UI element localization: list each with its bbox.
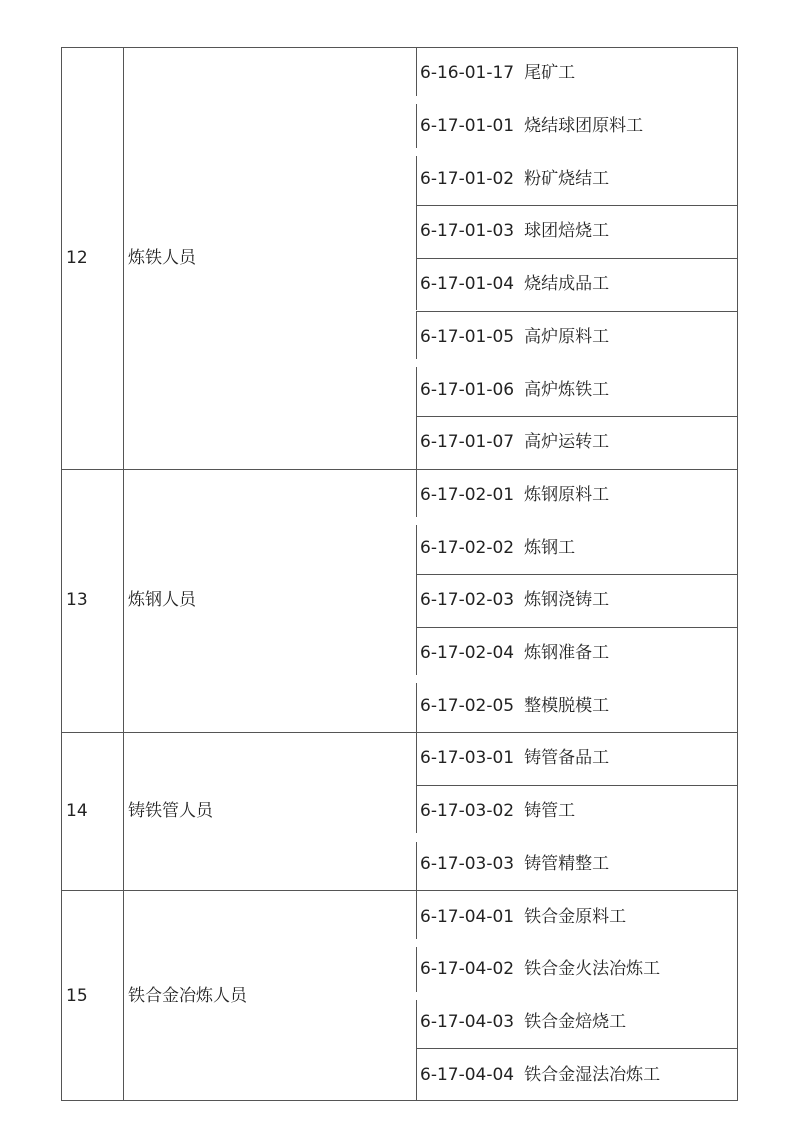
job-column-border (416, 205, 417, 258)
job-code: 6-17-04-04 (420, 1064, 515, 1085)
job-title: 高炉原料工 (524, 326, 610, 347)
job-row (420, 485, 609, 505)
job-row (420, 590, 609, 610)
job-title: 铁合金焙烧工 (524, 1011, 627, 1032)
job-box-divider (416, 574, 738, 575)
job-column-border (416, 890, 417, 939)
job-code: 6-17-01-07 (420, 432, 515, 453)
job-row (420, 432, 609, 452)
job-column-border (416, 947, 417, 992)
row-number: 15 (66, 985, 88, 1006)
occupation-table (61, 47, 738, 1101)
job-row (420, 169, 609, 189)
job-code: 6-17-04-03 (420, 1011, 515, 1032)
job-column-border (416, 47, 417, 96)
job-title: 高炉运转工 (524, 432, 610, 453)
category-name: 铸铁管人员 (128, 801, 213, 822)
job-column-border (416, 469, 417, 518)
group-divider (61, 890, 738, 891)
job-column-border (416, 525, 417, 574)
job-column-border (416, 627, 417, 676)
job-row (420, 274, 609, 294)
job-title: 炼钢准备工 (524, 643, 610, 664)
job-column-border (416, 104, 417, 149)
job-title: 铁合金火法冶炼工 (524, 959, 661, 980)
category-name: 炼钢人员 (128, 590, 196, 611)
job-column-border (416, 1048, 417, 1101)
job-title: 炼钢工 (524, 537, 576, 558)
job-column-border (416, 1000, 417, 1049)
job-column-border (416, 683, 417, 732)
job-code: 6-17-01-04 (420, 274, 515, 295)
job-title: 尾矿工 (524, 63, 576, 84)
job-box-divider (416, 627, 738, 628)
job-code: 6-17-04-02 (420, 959, 515, 980)
job-title: 烧结成品工 (524, 274, 610, 295)
job-column-border (416, 416, 417, 469)
table-border-left (61, 47, 62, 1101)
column-divider-number (123, 47, 124, 1101)
job-row (420, 696, 609, 716)
job-row (420, 907, 626, 927)
job-box-divider (416, 258, 738, 259)
job-row (420, 801, 575, 821)
job-column-border (416, 311, 417, 360)
job-code: 6-17-01-06 (420, 379, 515, 400)
job-title: 铸管精整工 (524, 853, 610, 874)
table-border-bottom (61, 1100, 738, 1101)
job-code: 6-17-03-03 (420, 853, 515, 874)
job-column-border (416, 574, 417, 627)
job-title: 高炉炼铁工 (524, 379, 610, 400)
job-code: 6-17-01-03 (420, 221, 515, 242)
job-title: 烧结球团原料工 (524, 116, 644, 137)
category-name: 铁合金冶炼人员 (128, 985, 247, 1006)
job-code: 6-17-02-02 (420, 537, 515, 558)
row-number: 13 (66, 590, 88, 611)
row-number: 12 (66, 247, 88, 268)
job-column-border (416, 785, 417, 834)
group-divider (61, 732, 738, 733)
job-row (420, 748, 609, 768)
job-column-border (416, 258, 417, 311)
job-code: 6-17-04-01 (420, 906, 515, 927)
job-code: 6-17-02-04 (420, 643, 515, 664)
job-code: 6-17-02-01 (420, 484, 515, 505)
job-row (420, 643, 609, 663)
job-code: 6-17-03-01 (420, 748, 515, 769)
job-title: 铸管备品工 (524, 748, 610, 769)
job-row (420, 854, 609, 874)
job-column-border (416, 732, 417, 785)
job-row (420, 116, 643, 136)
job-row (420, 63, 575, 83)
job-row (420, 327, 609, 347)
job-title: 球团焙烧工 (524, 221, 610, 242)
job-row (420, 959, 660, 979)
job-column-border (416, 842, 417, 891)
job-title: 铸管工 (524, 801, 576, 822)
job-box-divider (416, 785, 738, 786)
job-code: 6-17-03-02 (420, 801, 515, 822)
job-code: 6-17-01-02 (420, 168, 515, 189)
job-code: 6-17-02-03 (420, 590, 515, 611)
job-code: 6-16-01-17 (420, 63, 515, 84)
job-title: 整模脱模工 (524, 695, 610, 716)
job-box-divider (416, 205, 738, 206)
job-code: 6-17-02-05 (420, 695, 515, 716)
job-title: 炼钢浇铸工 (524, 590, 610, 611)
group-divider (61, 469, 738, 470)
job-column-border (416, 156, 417, 205)
category-name: 炼铁人员 (128, 247, 196, 268)
job-row (420, 380, 609, 400)
job-row (420, 538, 575, 558)
job-title: 铁合金原料工 (524, 906, 627, 927)
job-row (420, 1065, 660, 1085)
job-row (420, 221, 609, 241)
job-row (420, 1012, 626, 1032)
job-title: 粉矿烧结工 (524, 168, 610, 189)
job-title: 铁合金湿法冶炼工 (524, 1064, 661, 1085)
job-box-divider (416, 1048, 738, 1049)
job-title: 炼钢原料工 (524, 484, 610, 505)
job-code: 6-17-01-01 (420, 116, 515, 137)
row-number: 14 (66, 801, 88, 822)
job-column-border (416, 367, 417, 416)
job-code: 6-17-01-05 (420, 326, 515, 347)
job-box-divider (416, 416, 738, 417)
job-box-divider (416, 311, 738, 312)
table-border-top (61, 47, 738, 48)
